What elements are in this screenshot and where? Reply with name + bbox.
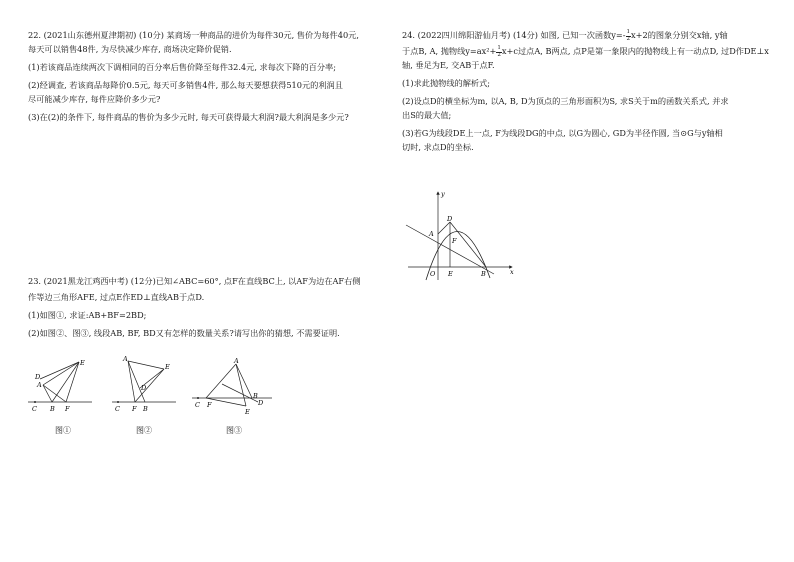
point-label-E: E	[448, 270, 453, 278]
fig2-label-A: A	[123, 355, 128, 363]
fig2-label-C: C	[115, 405, 120, 413]
fig2-label-E: E	[165, 363, 170, 371]
q22-line-1: 22. (2021山东德州夏津期初) (10分) 某商场一种商品的进价为每件30元, 售价为每件40元,	[28, 30, 359, 40]
frac-denominator: 2	[626, 35, 631, 42]
frac-denominator: 2	[497, 51, 501, 58]
q23-line-4: (2)如图②、图③, 线段AB, BF, BD又有怎样的数量关系?请写出你的猜想, 不需要证明.	[28, 328, 340, 338]
fig3-label-E: E	[245, 408, 250, 416]
q24-line-1-a: 24. (2022四川绵阳游仙月考) (14分) 如图, 已知一次函数y=-	[402, 30, 626, 40]
fig1-label-B: B	[50, 405, 55, 413]
fig1-label-E: E	[80, 359, 85, 367]
q24-line-2-b: x+c过点A, B两点, 点P是第一象限内的抛物线上有一动点D, 过D作DE⊥x	[501, 46, 769, 56]
fig3-label-B: B	[253, 392, 258, 400]
fig2-label-B: B	[143, 405, 148, 413]
q24-line-8: 切时, 求点D的坐标.	[402, 142, 474, 152]
q24-line-1-b: x+2的图象分别交x轴, y轴	[631, 30, 728, 40]
frac-numerator: 1	[497, 45, 501, 51]
fig2-label-D: D	[141, 384, 147, 392]
fig1-label-F: F	[65, 405, 70, 413]
fig1-label-C: C	[32, 405, 37, 413]
fig3-label-C: C	[195, 401, 200, 409]
fig3-label-D: D	[258, 399, 264, 407]
figure-2	[112, 352, 192, 418]
figure-2-caption: 图②	[136, 426, 152, 435]
q24-line-2-a: 于点B, A, 抛物线y=ax²+	[402, 46, 497, 56]
axis-label-y: y	[441, 190, 445, 198]
q24-line-7: (3)若G为线段DE上一点, F为线段DG的中点, 以G为圆心, GD为半径作圆, 当⊙G与y轴相	[402, 128, 723, 138]
point-label-D: D	[447, 215, 453, 223]
fig3-label-A: A	[234, 357, 239, 365]
figure-3-caption: 图③	[226, 426, 242, 435]
figure-1-caption: 图①	[55, 426, 71, 435]
fig2-label-F: F	[132, 405, 137, 413]
q22-line-6: (3)在(2)的条件下, 每件商品的售价为多少元时, 每天可获得最大利润?最大利润是多少元?	[28, 112, 349, 122]
q22-line-3: (1)若该商品连续两次下调相同的百分率后售价降至每件32.4元, 求每次下降的百分率;	[28, 62, 336, 72]
q24-line-1	[402, 28, 772, 42]
point-label-A: A	[429, 230, 434, 238]
point-label-O: O	[430, 270, 436, 278]
question-23	[28, 274, 396, 340]
q24-line-3: 轴, 垂足为E, 交AB于点F.	[402, 60, 495, 70]
fig1-label-A: A	[37, 381, 42, 389]
q23-line-3: (1)如图①, 求证:AB+BF=2BD;	[28, 310, 147, 320]
point-label-F: F	[452, 237, 457, 245]
q24-line-2	[402, 44, 772, 58]
fig3-label-F: F	[207, 401, 212, 409]
question-22	[28, 28, 396, 124]
frac-numerator: 1	[626, 29, 631, 35]
q23-line-1: 23. (2021黑龙江鸡西中考) (12分)已知∠ABC=60°, 点F在直线BC上, 以AF为边在AF右侧	[28, 276, 361, 286]
parabola-figure	[404, 188, 520, 282]
q24-line-6: 出S的最大值;	[402, 110, 452, 120]
q22-line-2: 每天可以销售48件, 为尽快减少库存, 商场决定降价促销.	[28, 44, 232, 54]
fig1-label-D: D	[35, 373, 41, 381]
q22-line-5: 尽可能减少库存, 每件应降价多少元?	[28, 94, 161, 104]
q24-line-5: (2)设点D的横坐标为m, 以A, B, D为顶点的三角形面积为S, 求S关于m的函数关系式, 并求	[402, 96, 729, 106]
q22-line-4: (2)经调查, 若该商品每降价0.5元, 每天可多销售4件, 那么每天要想获得510元的利润且	[28, 80, 343, 90]
axis-label-x: x	[510, 268, 514, 276]
q23-line-2: 作等边三角形AFE, 过点E作ED⊥直线AB于点D.	[28, 292, 205, 302]
point-label-B: B	[481, 270, 486, 278]
question-24	[402, 28, 772, 154]
q24-line-4: (1)求此抛物线的解析式;	[402, 78, 491, 88]
figure-3	[192, 356, 280, 422]
